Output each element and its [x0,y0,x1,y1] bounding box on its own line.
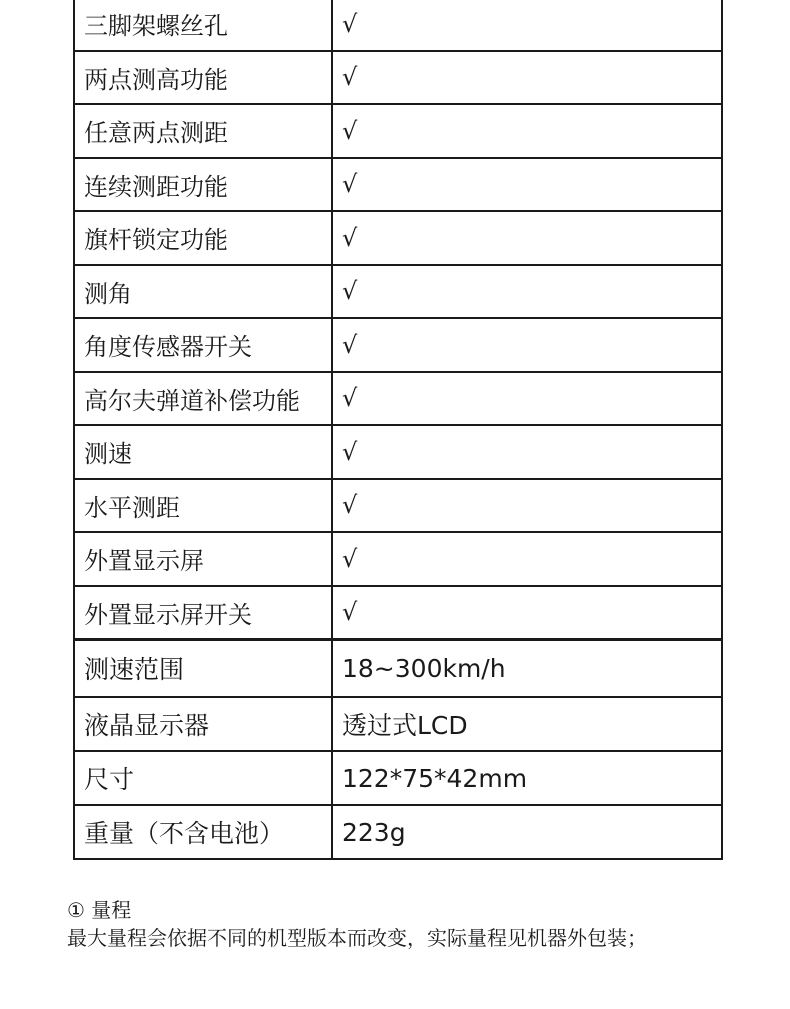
feature-check: √ [332,532,722,586]
table-row [74,586,722,640]
table-row [74,805,722,859]
spec-value: 223g [332,805,722,859]
feature-name: 测角 [74,265,332,319]
spec-name: 尺寸 [74,751,332,805]
feature-name: 角度传感器开关 [74,318,332,372]
feature-name: 外置显示屏 [74,532,332,586]
feature-name: 外置显示屏开关 [74,586,332,640]
table-row [74,372,722,426]
table-row [74,318,722,372]
feature-name: 高尔夫弹道补偿功能 [74,372,332,426]
feature-check: √ [332,479,722,533]
feature-check: √ [332,158,722,212]
feature-check: √ [332,425,722,479]
table-row [74,532,722,586]
spec-value: 透过式LCD [332,697,722,751]
table-row [74,425,722,479]
feature-check: √ [332,51,722,105]
feature-check: √ [332,211,722,265]
table-row [74,104,722,158]
spec-value: 122*75*42mm [332,751,722,805]
table-row [74,697,722,751]
feature-check: √ [332,104,722,158]
feature-name: 三脚架螺丝孔 [74,0,332,51]
feature-name: 任意两点测距 [74,104,332,158]
feature-check: √ [332,586,722,640]
feature-name: 测速 [74,425,332,479]
feature-check: √ [332,318,722,372]
spec-name: 重量（不含电池） [74,805,332,859]
table-row [74,265,722,319]
feature-check: √ [332,265,722,319]
range-note [67,896,767,952]
feature-name: 水平测距 [74,479,332,533]
note-text: 最大量程会依据不同的机型版本而改变，实际量程见机器外包装； [67,926,647,950]
table-row [74,51,722,105]
table-row [74,158,722,212]
table-row [74,479,722,533]
table-row [74,211,722,265]
feature-name: 旗杆锁定功能 [74,211,332,265]
spec-value: 18~300km/h [332,639,722,697]
spec-name: 测速范围 [74,639,332,697]
spec-name: 液晶显示器 [74,697,332,751]
feature-name: 连续测距功能 [74,158,332,212]
feature-name: 两点测高功能 [74,51,332,105]
note-title: ① 量程 [67,898,132,922]
spec-table [73,0,723,860]
feature-check: √ [332,0,722,51]
table-row [74,751,722,805]
table-row [74,0,722,51]
table-row [74,639,722,697]
feature-check: √ [332,372,722,426]
